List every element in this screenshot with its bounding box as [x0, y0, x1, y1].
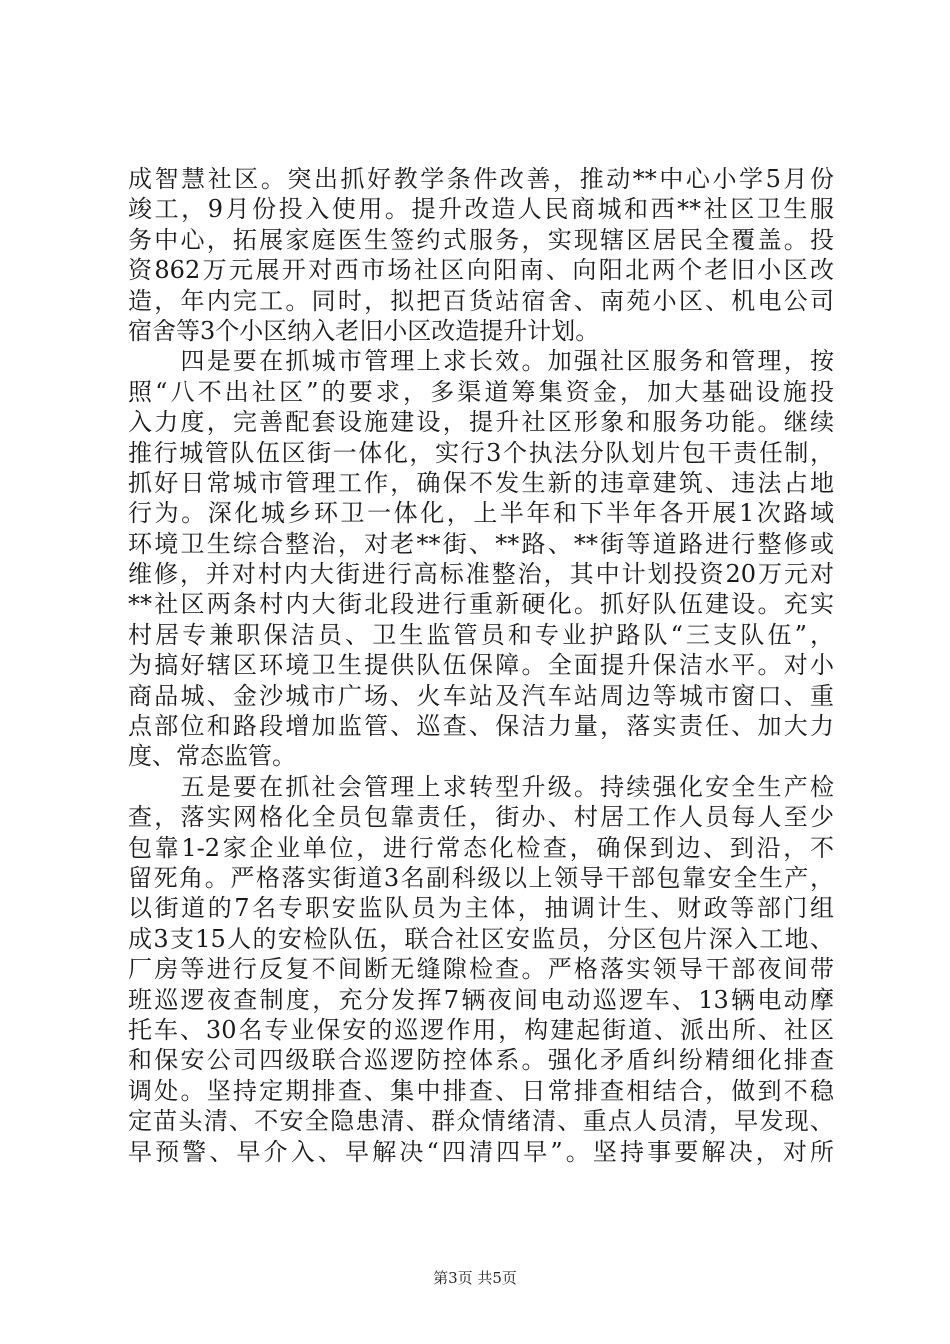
document-body: [128, 164, 834, 1167]
text-line: 成智慧社区。突出抓好教学条件改善，推动**中心小学5月份: [128, 165, 834, 193]
text-line: 厂房等进行反复不间断无缝隙检查。严格落实领导干部夜间带: [128, 955, 834, 984]
text-line: 竣工，9月份投入使用。提升改造人民商城和西**社区卫生服: [128, 195, 834, 224]
text-line: 点部位和路段增加监管、巡查、保洁力量，落实责任、加大力: [128, 712, 834, 741]
text-line: 查，落实网格化全员包靠责任，街办、村居工作人员每人至少: [128, 803, 834, 832]
text-line: 四是要在抓城市管理上求长效。加强社区服务和管理，按: [128, 347, 834, 376]
text-line: 留死角。严格落实街道3名副科级以上领导干部包靠安全生产，: [128, 863, 834, 892]
text-line: 和保安公司四级联合巡逻防控体系。强化矛盾纠纷精细化排查: [128, 1046, 834, 1075]
text-line: 成3支15人的安检队伍，联合社区安监员，分区包片深入工地、: [128, 924, 834, 953]
text-line: 环境卫生综合整治，对老**街、**路、**街等道路进行整修或: [128, 529, 834, 558]
text-line: 包靠1-2家企业单位，进行常态化检查，确保到边、到沿，不: [128, 833, 834, 862]
text-line: 商品城、金沙城市广场、火车站及汽车站周边等城市窗口、重: [128, 681, 834, 710]
text-line: 早预警、早介入、早解决“四清四早”。坚持事要解决，对所: [128, 1137, 834, 1166]
text-line: 入力度，完善配套设施建设，提升社区形象和服务功能。继续: [128, 408, 834, 437]
text-line: 照“八不出社区”的要求，多渠道筹集资金，加大基础设施投: [128, 377, 834, 406]
text-line: 度、常态监管。: [128, 742, 296, 771]
text-line: 村居专兼职保洁员、卫生监管员和专业护路队“三支队伍”，: [128, 620, 834, 649]
text-line: 定苗头清、不安全隐患清、群众情绪清、重点人员清，早发现、: [128, 1107, 834, 1136]
text-line: 抓好日常城市管理工作，确保不发生新的违章建筑、违法占地: [128, 468, 834, 497]
text-line: 调处。坚持定期排查、集中排查、日常排查相结合，做到不稳: [128, 1076, 834, 1105]
text-line: 五是要在抓社会管理上求转型升级。持续强化安全生产检: [128, 772, 834, 801]
text-line: 以街道的7名专职安监队员为主体，抽调计生、财政等部门组: [128, 894, 834, 923]
text-line: 造，年内完工。同时，拟把百货站宿舍、南苑小区、机电公司: [128, 286, 834, 315]
text-line: 维修，并对村内大街进行高标准整治，其中计划投资20万元对: [128, 560, 834, 589]
text-line: 班巡逻夜查制度，充分发挥7辆夜间电动巡逻车、13辆电动摩: [128, 985, 834, 1014]
text-line: 推行城管队伍区街一体化，实行3个执法分队划片包干责任制，: [128, 438, 834, 467]
text-line: 为搞好辖区环境卫生提供队伍保障。全面提升保洁水平。对小: [128, 651, 834, 680]
text-line: 宿舍等3个小区纳入老旧小区改造提升计划。: [128, 316, 600, 345]
text-line: 务中心，拓展家庭医生签约式服务，实现辖区居民全覆盖。投: [128, 225, 834, 254]
page-number-footer: 第3页 共5页: [433, 1269, 517, 1287]
text-line: 行为。深化城乡环卫一体化，上半年和下半年各开展1次路域: [128, 499, 834, 528]
text-line: 资862万元展开对西市场社区向阳南、向阳北两个老旧小区改: [128, 256, 834, 285]
text-line: 托车、30名专业保安的巡逻作用，构建起街道、派出所、社区: [128, 1015, 834, 1044]
text-line: **社区两条村内大街北段进行重新硬化。抓好队伍建设。充实: [128, 590, 834, 619]
